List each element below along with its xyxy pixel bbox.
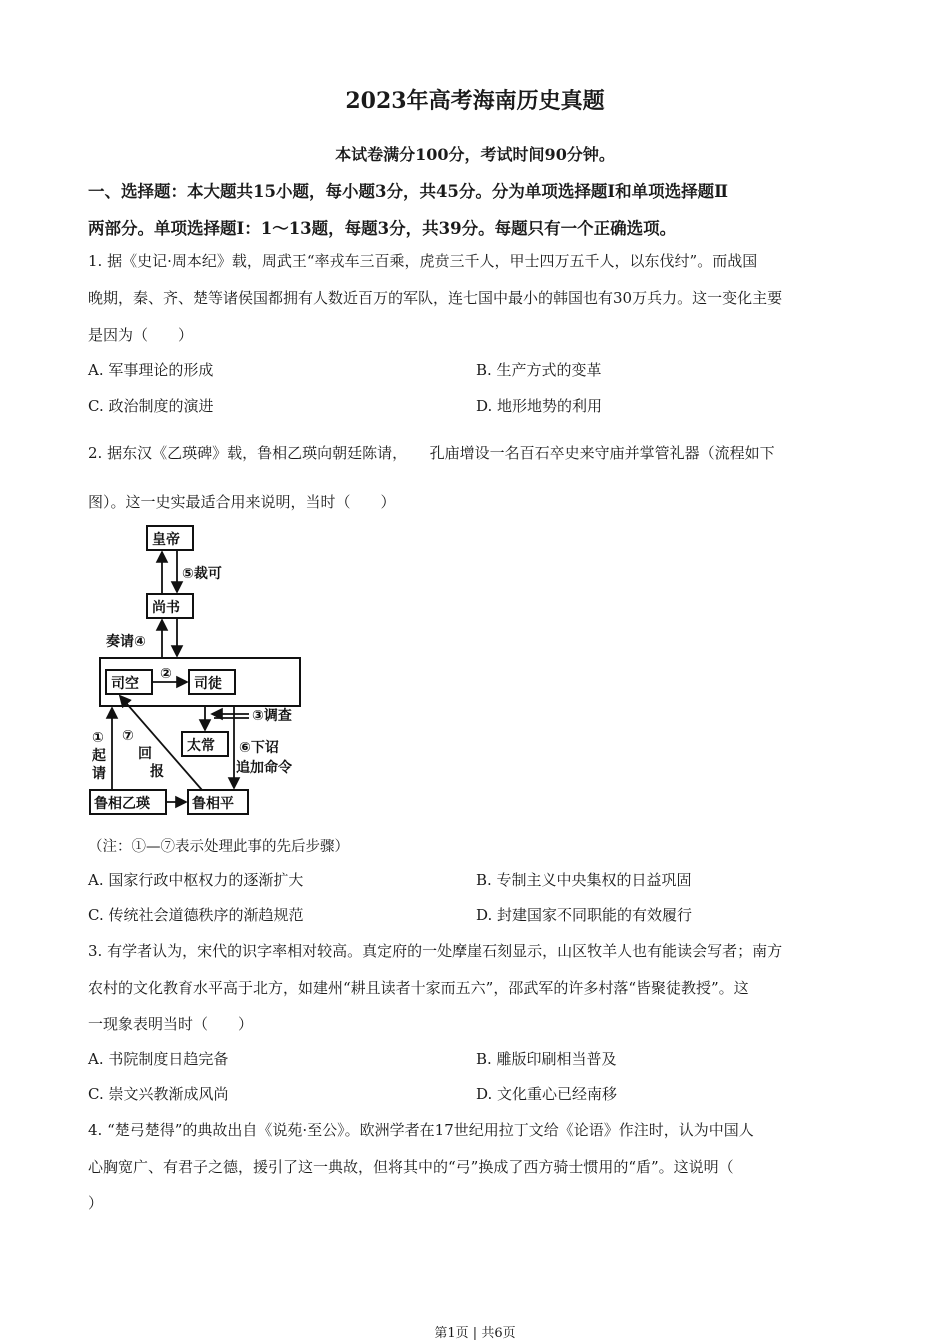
question-2-line-1: 2. 据东汉《乙瑛碑》载，鲁相乙瑛向朝廷陈请， 孔庙增设一名百石卒史来守庙并掌管礼器（流程如下 — [88, 444, 775, 462]
node-yiying: 鲁相乙瑛 — [94, 796, 150, 812]
question-4-line-3: ） — [88, 1194, 104, 1212]
label-step-6-sub: 追加命令 — [236, 760, 292, 776]
node-emperor: 皇帝 — [152, 532, 180, 548]
label-step-4: 奏请④ — [106, 634, 146, 650]
question-3-option-d: D. 文化重心已经南移 — [476, 1085, 618, 1103]
question-4-line-1: 4. “楚弓楚得”的典故出自《说苑·至公》。欧洲学者在17世纪用拉丁文给《论语》作注时，认为中国人 — [88, 1121, 754, 1139]
question-3-line-2: 农村的文化教育水平高于北方，如建州“耕且读者十家而五六”，邵武军的许多村落“皆聚徒教授”。这 — [88, 979, 749, 997]
question-3-option-b: B. 雕版印刷相当普及 — [476, 1050, 617, 1068]
label-step-1: ① — [92, 730, 104, 746]
question-1-option-b: B. 生产方式的变革 — [476, 361, 602, 379]
diagram-note: （注：①—⑦表示处理此事的先后步骤） — [88, 839, 349, 855]
question-3-option-a: A. 书院制度日趋完备 — [88, 1050, 229, 1068]
label-step-2: ② — [160, 666, 172, 682]
label-step-7: ⑦ — [122, 728, 134, 744]
label-step-7-char-1: 回 — [138, 746, 152, 762]
label-step-1-char-1: 起 — [92, 748, 106, 764]
label-step-3: ③调查 — [252, 708, 292, 724]
question-2-option-c: C. 传统社会道德秩序的渐趋规范 — [88, 906, 304, 924]
question-2-option-a: A. 国家行政中枢权力的逐渐扩大 — [88, 871, 304, 889]
question-3-option-c: C. 崇文兴教渐成风尚 — [88, 1085, 229, 1103]
question-1-option-a: A. 军事理论的形成 — [88, 361, 214, 379]
node-luxiangping: 鲁相平 — [192, 796, 234, 812]
exam-info: 本试卷满分100分，考试时间90分钟。 — [335, 145, 615, 164]
node-shangshu: 尚书 — [152, 600, 180, 616]
question-1-option-c: C. 政治制度的演进 — [88, 397, 214, 415]
question-2-line-2: 图）。这一史实最适合用来说明，当时（ ） — [88, 493, 396, 511]
label-step-1-char-2: 请 — [92, 766, 106, 782]
section-heading-line-2: 两部分。单项选择题Ⅰ：1～13题，每题3分，共39分。每题只有一个正确选项。 — [88, 219, 677, 238]
question-1-option-d: D. 地形地势的利用 — [476, 397, 603, 415]
label-step-5: ⑤裁可 — [182, 566, 222, 582]
node-situ: 司徒 — [194, 676, 222, 692]
label-step-7-char-2: 报 — [150, 764, 164, 780]
question-4-line-2: 心胸宽广、有君子之德，援引了这一典故，但将其中的“弓”换成了西方骑士惯用的“盾”。这说明（ — [88, 1158, 734, 1176]
question-1-line-1: 1. 据《史记·周本纪》载，周武王“率戎车三百乘，虎贲三千人，甲士四万五千人，以东伐纣”。而战国 — [88, 252, 758, 270]
node-sikong: 司空 — [111, 676, 139, 692]
question-1-line-2: 晚期，秦、齐、楚等诸侯国都拥有人数近百万的军队，连七国中最小的韩国也有30万兵力。这一变化主要 — [88, 289, 783, 307]
question-1-line-3: 是因为（ ） — [88, 326, 194, 344]
page-title: 2023年高考海南历史真题 — [345, 88, 605, 114]
question-2-option-b: B. 专制主义中央集权的日益巩固 — [476, 871, 692, 889]
question-3-line-3: 一现象表明当时（ ） — [88, 1015, 254, 1033]
label-step-6: ⑥下诏 — [239, 740, 279, 756]
node-taichang: 太常 — [187, 738, 215, 754]
page-footer: 第1页 | 共6页 — [434, 1326, 516, 1341]
section-heading-line-1: 一、选择题：本大题共15小题，每小题3分，共45分。分为单项选择题Ⅰ和单项选择题Ⅱ — [88, 182, 729, 201]
question-3-line-1: 3. 有学者认为，宋代的识字率相对较高。真定府的一处摩崖石刻显示，山区牧羊人也有能读会写者；南方 — [88, 942, 783, 960]
question-2-option-d: D. 封建国家不同职能的有效履行 — [476, 906, 693, 924]
process-flow-diagram — [84, 520, 324, 820]
